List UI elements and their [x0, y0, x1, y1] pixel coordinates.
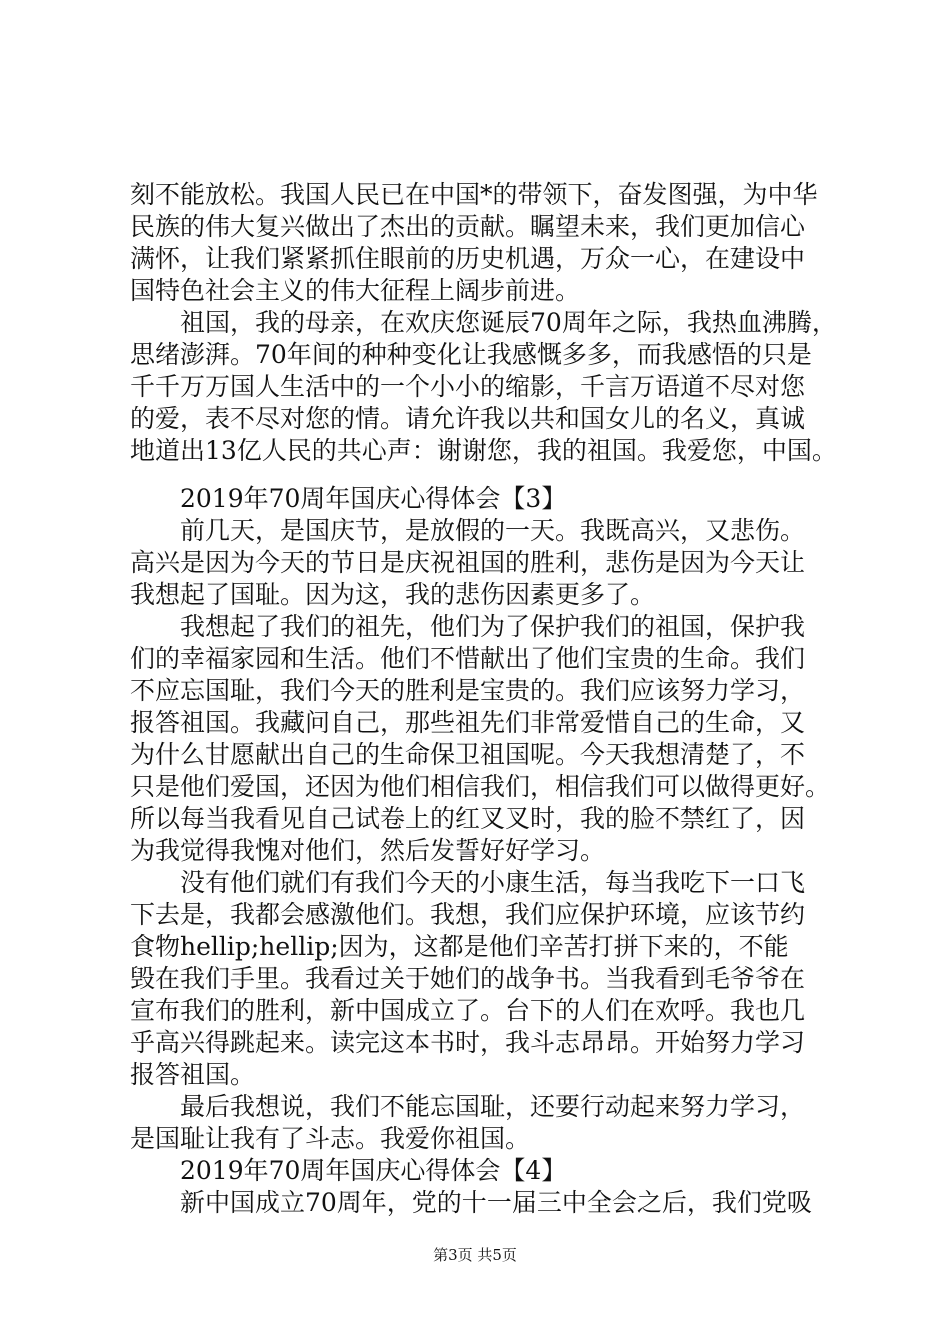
text-line: 前几天，是国庆节，是放假的一天。我既高兴，又悲伤。 [180, 516, 806, 545]
text-line: 食物hellip;hellip;因为，这都是他们辛苦打拼下来的，不能 [130, 932, 789, 961]
text-line: 千千万万国人生活中的一个小小的缩影，千言万语道不尽对您 [130, 372, 806, 401]
text-line: 满怀，让我们紧紧抓住眼前的历史机遇，万众一心，在建设中 [130, 244, 806, 273]
text-line: 思绪澎湃。70年间的种种变化让我感慨多多，而我感悟的只是 [130, 340, 812, 369]
text-line: 不应忘国耻，我们今天的胜利是宝贵的。我们应该努力学习， [130, 676, 806, 705]
text-line: 国特色社会主义的伟大征程上阔步前进。 [130, 276, 581, 305]
text-line: 乎高兴得跳起来。读完这本书时，我斗志昂昂。开始努力学习 [130, 1028, 806, 1057]
section-heading: 2019年70周年国庆心得体会【3】 [180, 484, 567, 513]
text-line: 只是他们爱国，还因为他们相信我们，相信我们可以做得更好。 [130, 772, 831, 801]
text-line: 的爱，表不尽对您的情。请允许我以共和国女儿的名义，真诚 [130, 404, 806, 433]
text-line: 报答祖国。 [130, 1060, 256, 1089]
text-line: 刻不能放松。我国人民已在中国*的带领下，奋发图强，为中华 [130, 180, 818, 209]
section-heading: 2019年70周年国庆心得体会【4】 [180, 1156, 567, 1185]
page-footer: 第3页 共5页 [433, 1246, 517, 1264]
text-line: 们的幸福家园和生活。他们不惜献出了他们宝贵的生命。我们 [130, 644, 806, 673]
text-line: 高兴是因为今天的节日是庆祝祖国的胜利，悲伤是因为今天让 [130, 548, 806, 577]
text-line: 最后我想说，我们不能忘国耻，还要行动起来努力学习， [180, 1092, 806, 1121]
text-line: 地道出13亿人民的共心声：谢谢您，我的祖国。我爱您，中国。 [130, 436, 837, 465]
text-line: 为我觉得我愧对他们，然后发誓好好学习。 [130, 836, 606, 865]
text-line: 是国耻让我有了斗志。我爱你祖国。 [130, 1124, 531, 1153]
text-line: 为什么甘愿献出自己的生命保卫祖国呢。今天我想清楚了，不 [130, 740, 806, 769]
text-line: 宣布我们的胜利，新中国成立了。台下的人们在欢呼。我也几 [130, 996, 806, 1025]
text-line: 新中国成立70周年，党的十一届三中全会之后，我们党吸 [180, 1188, 812, 1217]
text-line: 下去是，我都会感激他们。我想，我们应保护环境，应该节约 [130, 900, 806, 929]
text-line: 没有他们就们有我们今天的小康生活，每当我吃下一口飞 [180, 868, 806, 897]
text-line: 民族的伟大复兴做出了杰出的贡献。瞩望未来，我们更加信心 [130, 212, 806, 241]
text-line: 我想起了我们的祖先，他们为了保护我们的祖国，保护我 [180, 612, 806, 641]
text-line: 报答祖国。我藏问自己，那些祖先们非常爱惜自己的生命，又 [130, 708, 806, 737]
text-line: 所以每当我看见自己试卷上的红叉叉时，我的脸不禁红了，因 [130, 804, 806, 833]
text-line: 我想起了国耻。因为这，我的悲伤因素更多了。 [130, 580, 656, 609]
text-line: 毁在我们手里。我看过关于她们的战争书。当我看到毛爷爷在 [130, 964, 806, 993]
text-line: 祖国，我的母亲，在欢庆您诞辰70周年之际，我热血沸腾， [180, 308, 837, 337]
